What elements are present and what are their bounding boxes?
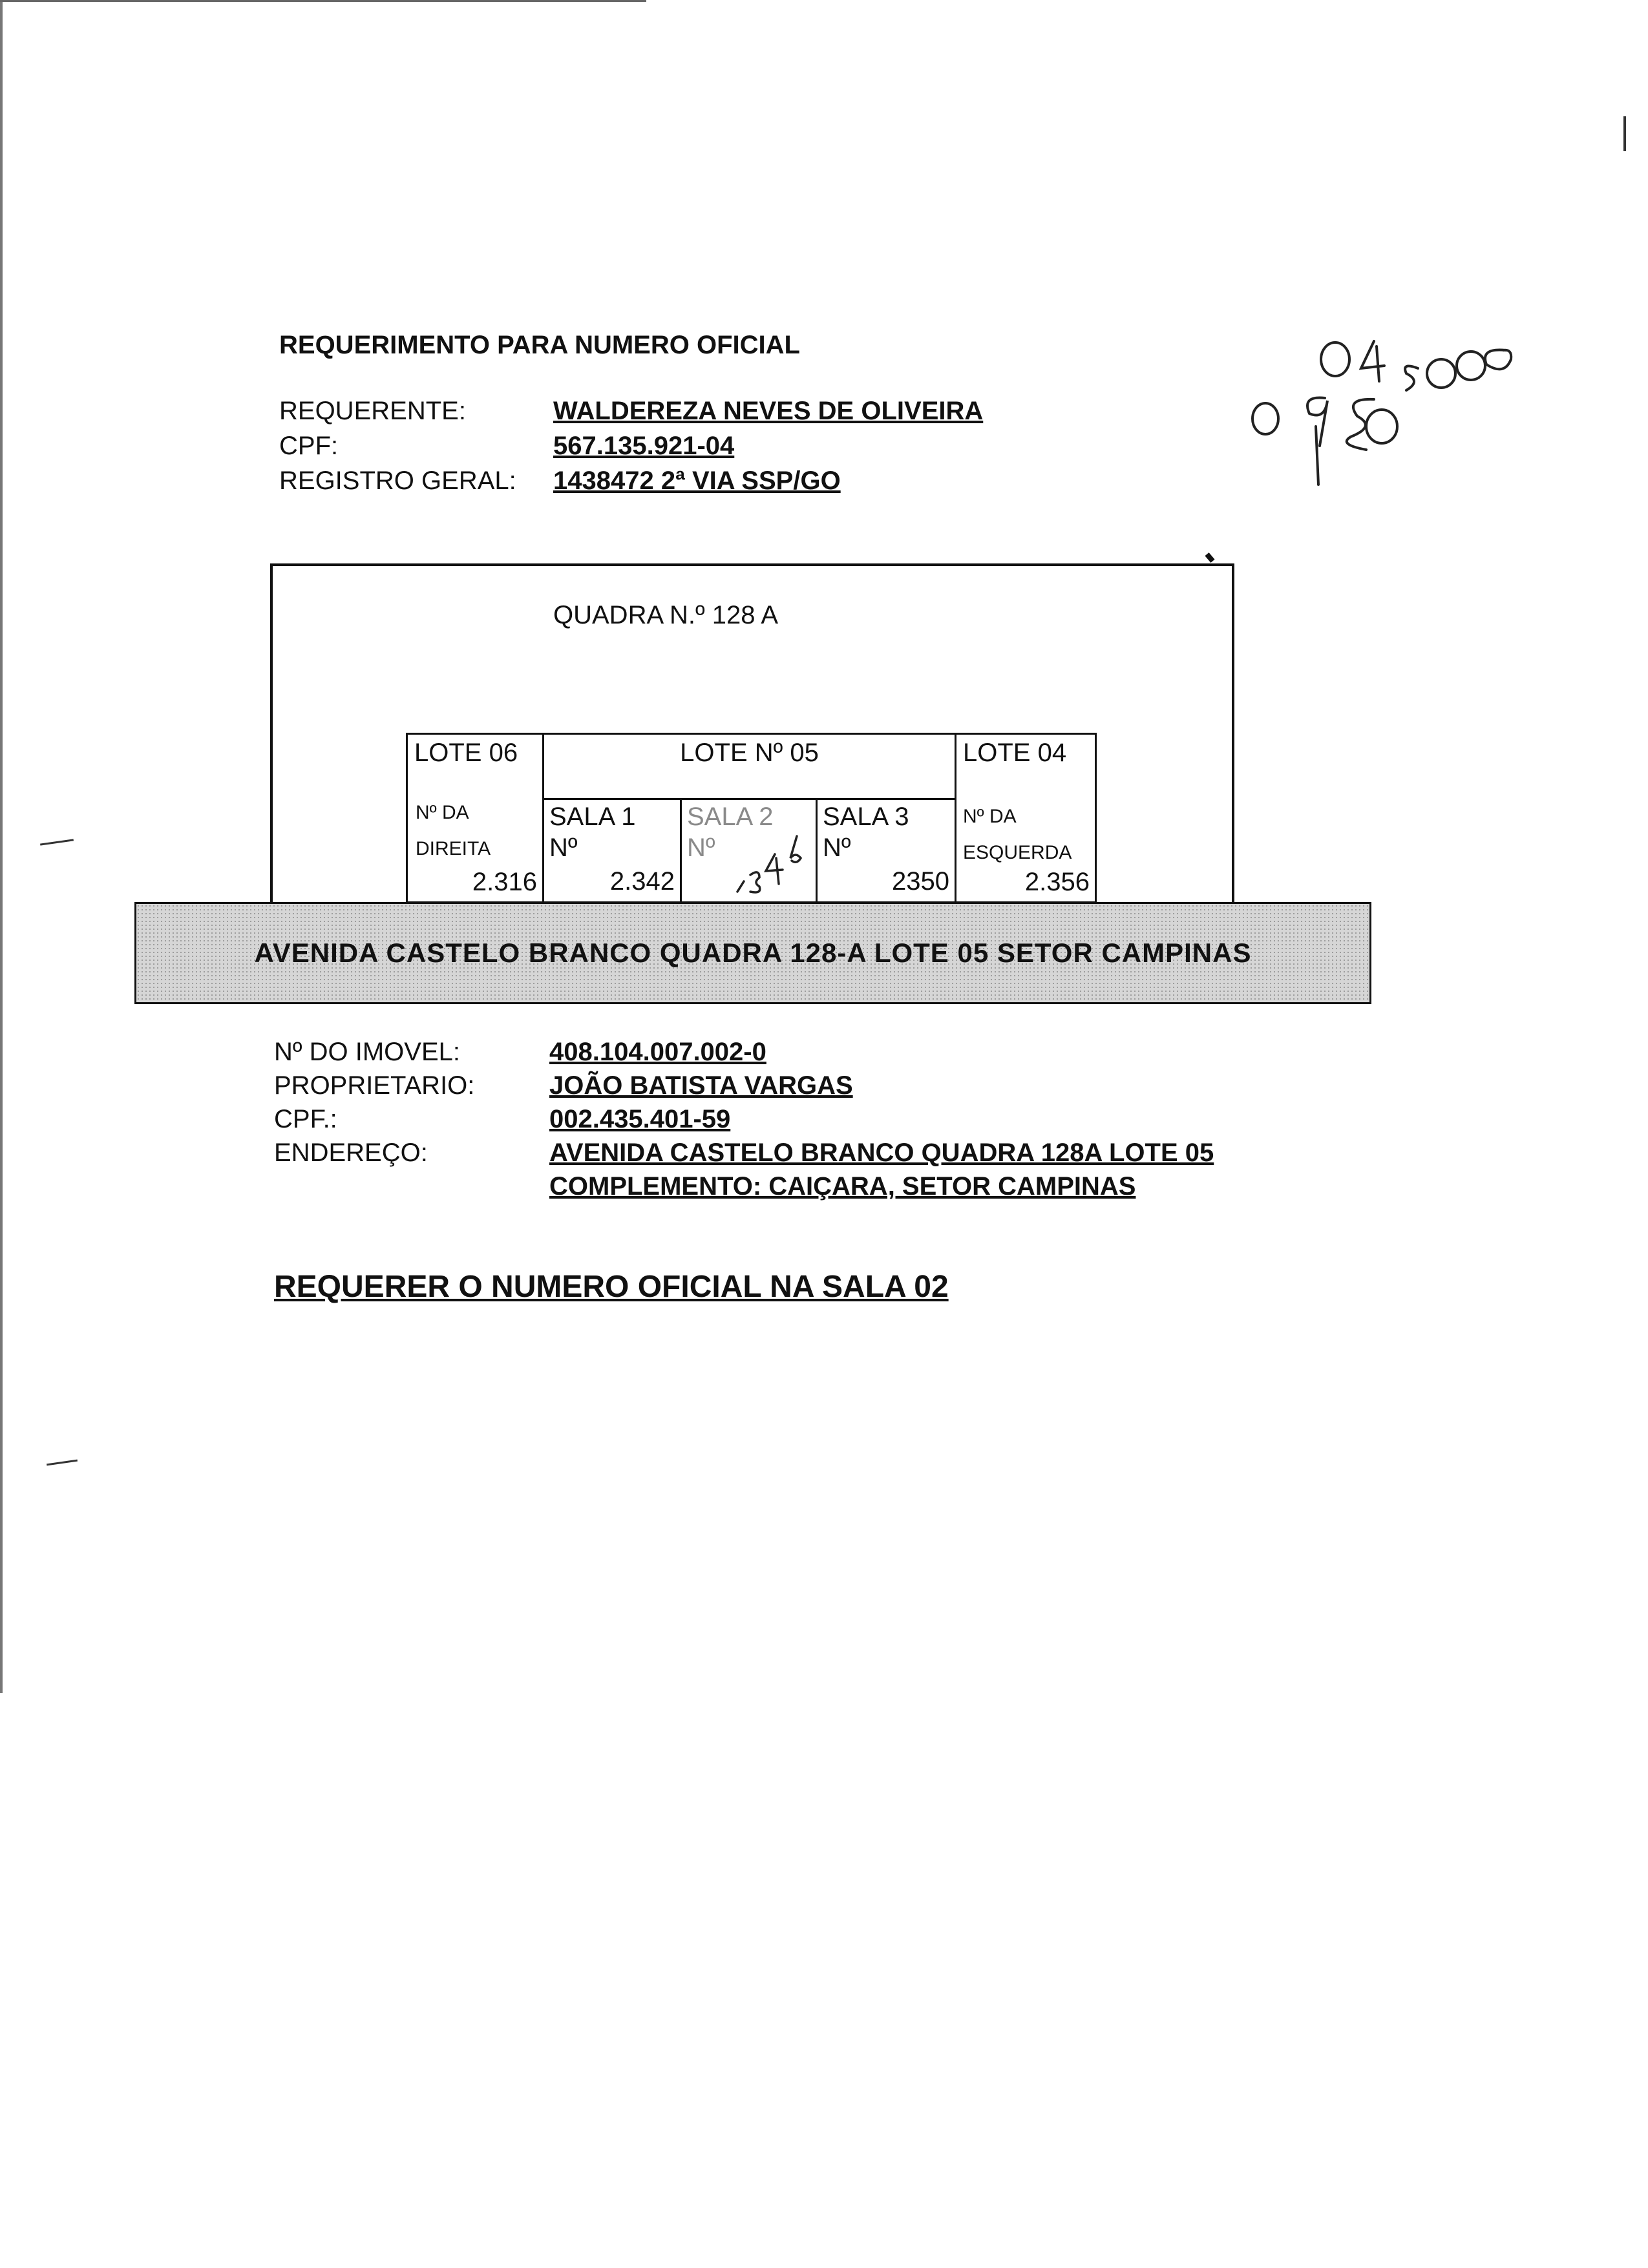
rg-value: 1438472 2ª VIA SSP/GO [553,467,841,495]
street-band [134,902,1371,1004]
street-name: AVENIDA CASTELO BRANCO QUADRA 128-A LOTE 05 SETOR CAMPINAS [254,938,1252,968]
requerente-label: REQUERENTE: [279,397,466,425]
lote-06-line1: Nº DA [416,802,469,823]
sala-3-number: 2350 [892,867,949,896]
scan-mark [1623,116,1626,151]
lote-06-title: LOTE 06 [414,739,518,767]
lote-04-line1: Nº DA [963,806,1017,827]
endereco-line-2: COMPLEMENTO: CAIÇARA, SETOR CAMPINAS [549,1172,1136,1201]
endereco-label: ENDEREÇO: [274,1139,428,1167]
proprietario-label: PROPRIETARIO: [274,1071,475,1100]
lote-04-title: LOTE 04 [963,739,1067,767]
imovel-cpf-label: CPF.: [274,1105,337,1133]
quadra-label: QUADRA N.º 128 A [553,601,779,629]
scan-edge [0,0,646,2]
closing-request: REQUERER O NUMERO OFICIAL NA SALA 02 [274,1270,949,1304]
sala-3-label: Nº [823,834,851,862]
sala-2-handwritten-number [734,832,805,897]
document-title: REQUERIMENTO PARA NUMERO OFICIAL [279,331,800,359]
sala-1-cell [542,798,682,903]
scan-mark [1205,552,1214,563]
sala-2-title: SALA 2 [687,803,774,831]
sala-1-label: Nº [549,834,578,862]
cpf-label: CPF: [279,432,339,460]
lote-04-cell [955,733,1097,903]
proprietario-value: JOÃO BATISTA VARGAS [549,1071,853,1100]
imovel-cpf-value: 002.435.401-59 [549,1105,731,1133]
sala-1-title: SALA 1 [549,803,636,831]
lote-06-number: 2.316 [472,868,537,896]
cpf-value: 567.135.921-04 [553,432,735,460]
lote-04-line2: ESQUERDA [963,842,1072,863]
sala-1-number: 2.342 [609,867,675,896]
imovel-number-label: Nº DO IMOVEL: [274,1038,460,1066]
handwritten-protocol-number [1247,336,1519,491]
requerente-value: WALDEREZA NEVES DE OLIVEIRA [553,397,984,425]
endereco-line-1: AVENIDA CASTELO BRANCO QUADRA 128A LOTE 05 [549,1139,1214,1167]
sala-2-cell [680,798,818,903]
sala-3-cell [816,798,956,903]
lote-04-number: 2.356 [1024,868,1090,896]
sala-3-title: SALA 3 [823,803,909,831]
scan-edge [0,0,3,1693]
lote-05-title: LOTE Nº 05 [680,739,819,767]
scan-mark [40,839,74,845]
rg-label: REGISTRO GERAL: [279,467,516,495]
lote-05-header [542,733,956,800]
sala-2-label: Nº [687,834,715,862]
imovel-number-value: 408.104.007.002-0 [549,1038,766,1066]
lote-06-cell [406,733,544,903]
scan-mark [47,1460,78,1466]
lote-06-line2: DIREITA [416,838,491,859]
